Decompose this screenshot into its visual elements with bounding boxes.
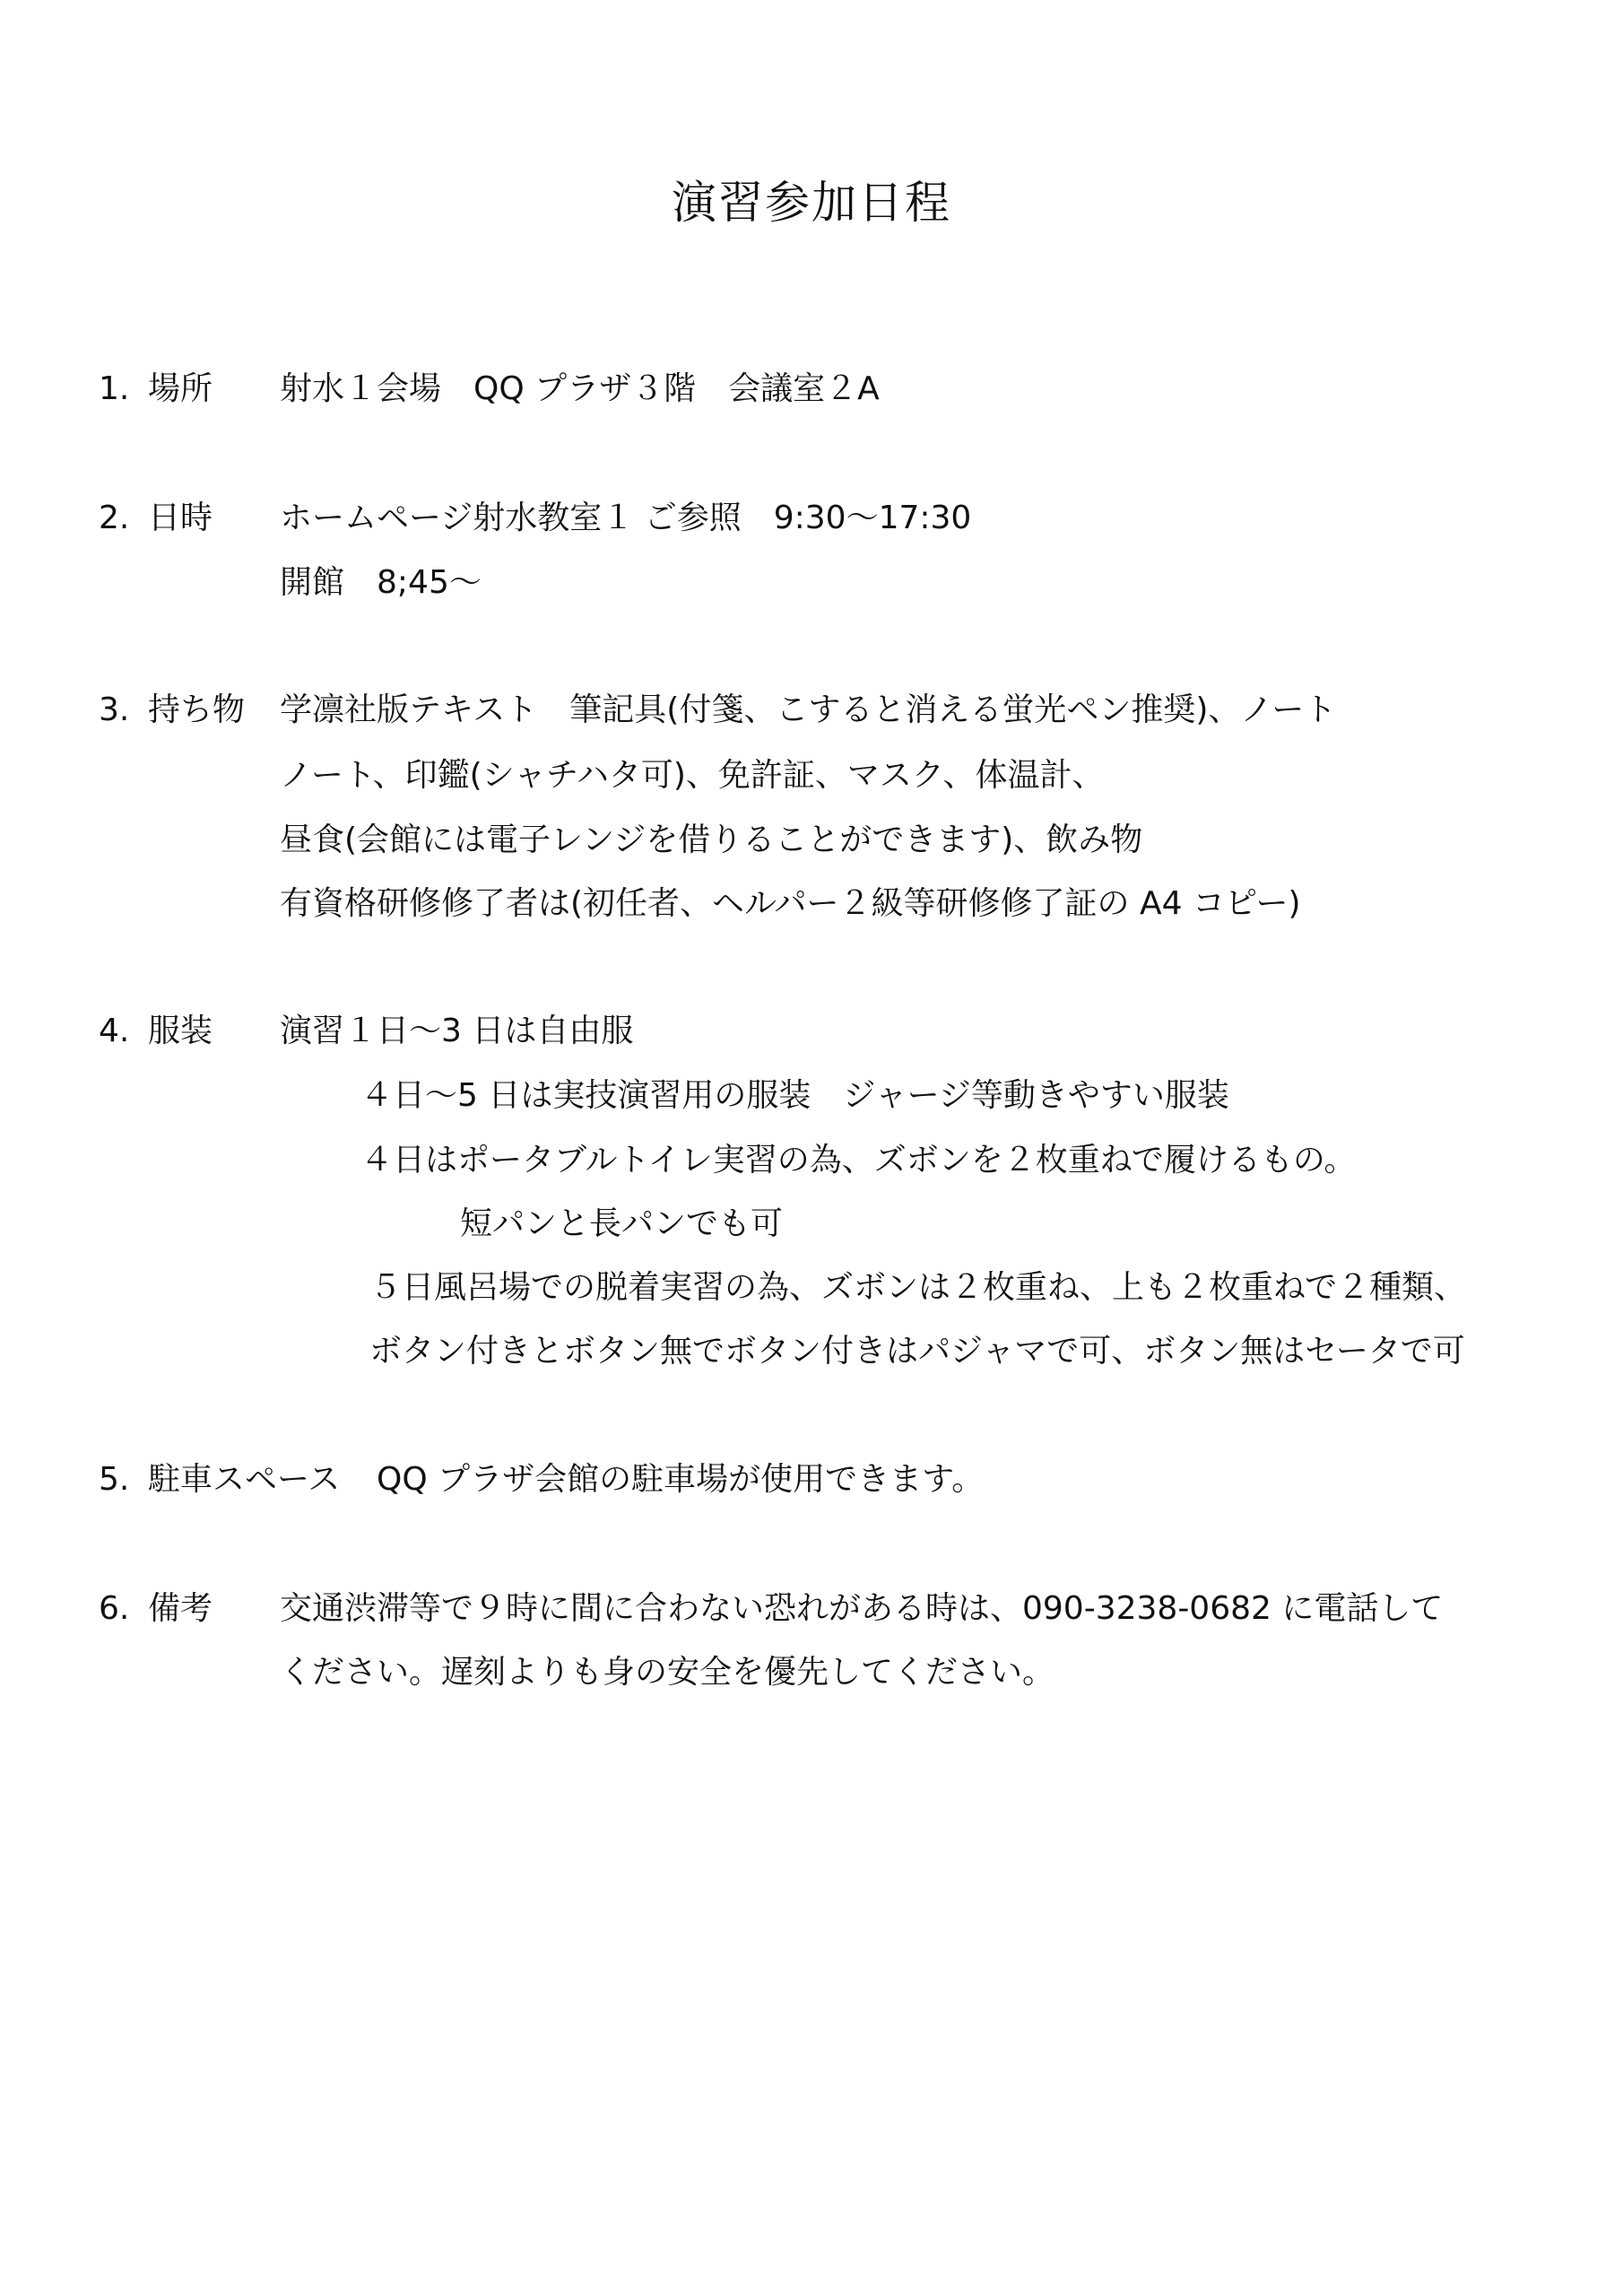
section-2-line-1: ホームページ射水教室１ ご参照 9:30〜17:30 [280, 500, 972, 536]
section-2-number: 2. [99, 500, 130, 536]
document-title: 演習参加日程 [672, 177, 951, 229]
section-4-line-6: ボタン付きとボタン無でボタン付きはパジャマで可、ボタン無はセータで可 [369, 1333, 1465, 1370]
section-4-line-5: ５日風呂場での脱着実習の為、ズボンは２枚重ね、上も２枚重ねで２種類、 [369, 1269, 1467, 1306]
section-2-line-2: 開館 8;45〜 [280, 564, 482, 601]
section-3-label: 持ち物 [148, 691, 246, 728]
section-4-line-2: ４日〜5 日は実技演習用の服装 ジャージ等動きやすい服装 [360, 1077, 1229, 1114]
section-3-line-2: ノート、印鑑(シャチハタ可)、免許証、マスク、体温計、 [280, 757, 1105, 794]
section-1-label: 場所 [148, 370, 213, 407]
section-4-line-1: 演習１日〜3 日は自由服 [280, 1013, 634, 1049]
section-4-line-3: ４日はポータブルトイレ実習の為、ズボンを２枚重ねで履けるもの。 [360, 1142, 1357, 1178]
section-3-number: 3. [99, 691, 130, 728]
section-5-line-1: QQ プラザ会館の駐車場が使用できます。 [377, 1461, 985, 1498]
section-4-line-4: 短パンと長パンでも可 [460, 1205, 784, 1242]
section-1-line-1: 射水１会場 QQ プラザ３階 会議室２A [280, 370, 880, 407]
section-6-number: 6. [99, 1590, 130, 1627]
section-6-line-1: 交通渋滞等で９時に間に合わない恐れがある時は、090-3238-0682 に電話して [280, 1590, 1444, 1627]
section-4-number: 4. [99, 1013, 130, 1049]
section-4-label: 服装 [148, 1013, 213, 1049]
section-3-line-3: 昼食(会館には電子レンジを借りることができます)、飲み物 [280, 822, 1143, 858]
section-5-label: 駐車スペース [148, 1461, 341, 1498]
section-5-number: 5. [99, 1461, 130, 1498]
section-2-label: 日時 [148, 500, 213, 536]
section-3-line-4: 有資格研修修了者は(初任者、ヘルパー２級等研修修了証の A4 コピー) [280, 885, 1301, 922]
section-6-line-2: ください。遅刻よりも身の安全を優先してください。 [280, 1654, 1055, 1691]
section-3-line-1: 学凛社版テキスト 筆記具(付箋、こすると消える蛍光ペン推奨)、ノート [280, 691, 1337, 728]
section-1-number: 1. [99, 370, 130, 407]
section-6-label: 備考 [148, 1590, 213, 1627]
